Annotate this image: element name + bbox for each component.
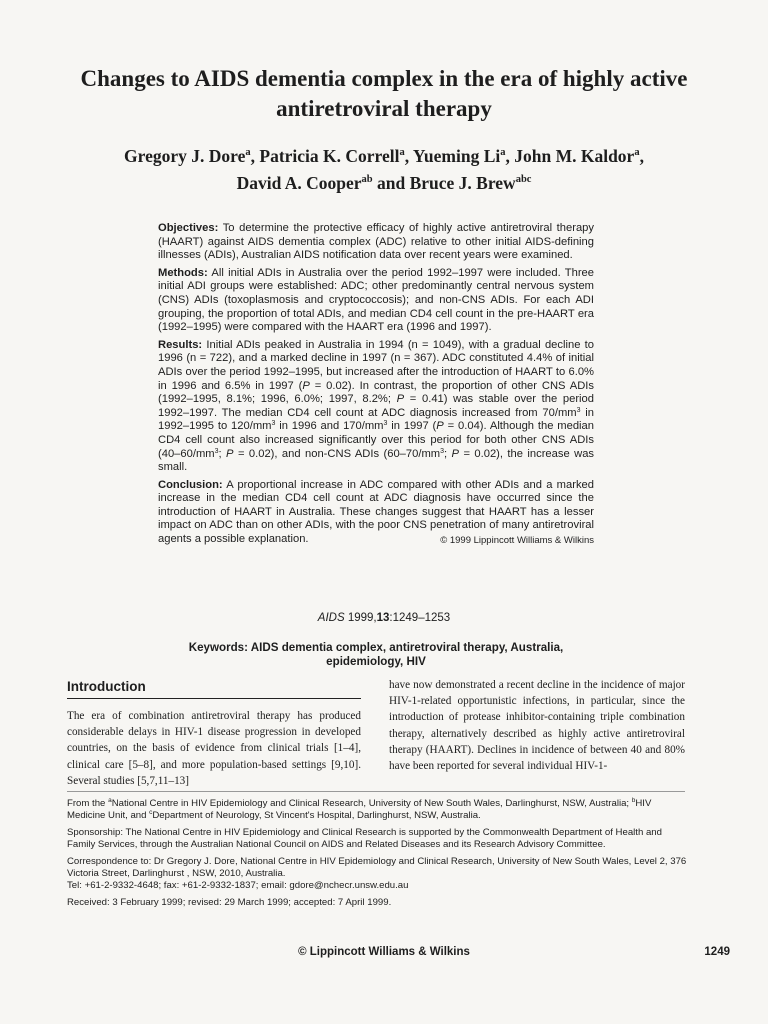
superscript: 3: [214, 447, 219, 455]
author-affiliation: a: [399, 147, 405, 158]
author-affiliation: a: [500, 147, 506, 158]
contact-details: [67, 880, 689, 892]
results-text: ;: [444, 447, 452, 460]
article-title: Changes to AIDS dementia complex in the era of highly active antiretroviral therapy: [80, 66, 688, 121]
abstract-objectives: [158, 222, 594, 263]
author-name: Patricia K. Correll: [259, 146, 400, 166]
affiliation-mark: a: [108, 797, 112, 804]
affiliation-mark: b: [631, 797, 636, 804]
abstract-copyright: © 1999 Lippincott Williams & Wilkins: [440, 535, 594, 547]
sponsorship-note: Sponsorship: The National Centre in HIV Epidemiology and Clinical Research is supported by the Commonwealth Department of Health and Family Services, through the Australian National Council on AIDS and Related Diseases and its Research Advisory Committee.: [67, 826, 662, 851]
affiliation-prefix: From the: [67, 798, 109, 809]
superscript: 3: [576, 406, 581, 414]
page-number: 1249: [704, 946, 730, 958]
received-dates: Received: 3 February 1999; revised: 29 March 1999; accepted: 7 April 1999.: [67, 896, 392, 908]
author-affiliation: ab: [361, 174, 373, 185]
author-name: John M. Kaldor: [514, 146, 635, 166]
p-symbol: P: [302, 379, 310, 392]
footnote-divider: [67, 791, 685, 792]
results-text: in 1996 and 170/mm: [275, 420, 384, 433]
results-label: Results:: [158, 338, 203, 351]
methods-label: Methods:: [158, 266, 208, 279]
affiliation-text: Department of Neurology, St Vincent's Hospital, Darlinghurst, NSW, Australia.: [152, 810, 481, 822]
body-column-left: The era of combination antiretroviral therapy has produced considerable delays in HIV-1 disease progression in developed countries, on the basis of evidence from clinical trials [1–4], clinical care [5–8], and more population-based settings [9,10]. Several studies [5,7,11–13]: [67, 710, 361, 787]
superscript: 3: [271, 420, 276, 428]
author-affiliation: a: [245, 147, 251, 158]
section-heading-introduction: Introduction: [67, 679, 361, 699]
superscript: 3: [383, 420, 388, 428]
author-separator: ,: [404, 146, 413, 166]
author-affiliation: abc: [515, 174, 532, 185]
author-name: David A. Cooper: [236, 173, 362, 193]
p-symbol: P: [436, 420, 444, 433]
results-text: ;: [218, 447, 227, 460]
body-column-right: have now demonstrated a recent decline in the incidence of major HIV-1-related opportunistic infections, in particular, since the introduction of protease inhibitor-containing triple combination therapy, alternatively described as highly active antiretroviral therapy (HAART). Declines in incidence of between 40 and 80% have been reported for several individual HIV-1-: [389, 679, 685, 773]
author-name: Bruce J. Brew: [409, 173, 516, 193]
footnotes: [67, 798, 689, 913]
p-symbol: P: [226, 447, 234, 460]
results-text: in 1997 (: [387, 420, 437, 433]
publisher-footer: © Lippincott Williams & Wilkins: [298, 946, 470, 958]
author-name: Yueming Li: [412, 146, 501, 166]
results-text: = 0.02). In contrast, the proportion of other CNS ADIs (1992–1995, 8.1%; 1996, 6.0%; 1997, 8.2%;: [158, 379, 594, 406]
journal-name: AIDS: [317, 612, 345, 624]
journal-volume: 13: [376, 612, 390, 624]
results-text: = 0.04). Although the median CD4 cell count also increased significantly over this period for both other CNS ADIs (40–60/mm: [158, 420, 594, 460]
affiliation-text: HIV Medicine Unit, and: [67, 798, 652, 822]
results-text: Initial ADIs peaked in Australia in 1994 (n = 1049), with a gradual decline to 1996 (n = 722), and a marked decline in 1997 (n = 367). ADC constituted 4.4% of initial ADIs over the period 1992–1995, but increased after the introduction of HAART to 6.0% in 1996 and 6.5% in 1997 (: [158, 338, 594, 392]
objectives-label: Objectives:: [158, 222, 219, 234]
results-text: = 0.02), and non-CNS ADIs (60–70/mm: [233, 447, 441, 460]
affiliations-note: [67, 798, 689, 823]
contact-email-line[interactable]: Tel: +61-2-9332-4648; fax: +61-2-9332-1837; email: gdore@nchecr.unsw.edu.au: [67, 880, 409, 892]
keywords: Keywords: AIDS dementia complex, antiretroviral therapy, Australia, epidemiology, HIV: [188, 641, 564, 668]
affiliation-text: National Centre in HIV Epidemiology and Clinical Research, University of New South Wales, Darlinghurst, NSW, Australia;: [111, 798, 632, 809]
author-separator: ,: [505, 146, 515, 166]
abstract-methods: [158, 267, 594, 335]
abstract-results: [158, 339, 594, 475]
journal-citation: [40, 612, 728, 624]
author-list: [40, 143, 728, 197]
results-text: in 1992–1995 to 120/mm: [158, 406, 594, 433]
author-separator: ,: [250, 146, 260, 166]
objectives-text: To determine the protective efficacy of highly active antiretroviral therapy (HAART) against AIDS dementia complex (ADC) relative to other initial AIDS-defining illnesses (ADIs), Australian AIDS notification data over recent years were examined.: [158, 222, 594, 262]
correspondence-note: Correspondence to: Dr Gregory J. Dore, National Centre in HIV Epidemiology and Clinical Research, University of New South Wales, Level 2, 376 Victoria Street, Darlinghurst , NSW, 2010, Australia.: [67, 855, 687, 880]
abstract-conclusion: [158, 479, 594, 547]
author-affiliation: a: [634, 147, 640, 158]
results-text: = 0.41) was stable over the period 1992–1997. The median CD4 cell count at ADC diagnosis increased from 70/mm: [158, 393, 594, 419]
author-separator: ,: [639, 146, 644, 166]
conclusion-text: A proportional increase in ADC compared with other ADIs and a marked increase in the median CD4 cell count at ADC diagnosis have occurred since the introduction of HAART in Australia. These changes suggest that HAART has a lesser impact on ADC than on other ADIs, with the poor CNS penetration of many antiretroviral agents a possible explanation.: [158, 478, 594, 546]
author-name: Gregory J. Dore: [124, 146, 246, 166]
results-text: = 0.02), the increase was small.: [158, 447, 595, 474]
author-separator: and: [372, 173, 410, 193]
conclusion-label: Conclusion:: [158, 478, 223, 491]
superscript: 3: [440, 447, 444, 455]
abstract: [158, 222, 594, 551]
p-symbol: P: [451, 447, 460, 460]
journal-year: 1999,: [347, 612, 377, 624]
journal-pages: :1249–1253: [389, 612, 451, 624]
affiliation-mark: c: [149, 809, 153, 817]
p-symbol: P: [396, 393, 405, 406]
methods-text: All initial ADIs in Australia over the period 1992–1997 were included. Three initial ADI groups were established: ADC; other predominantly central nervous system (CNS) ADIs (toxoplasmosis and cryptococcosis); and non-CNS ADIs. For each ADI grouping, the proportion of total ADIs, and median CD4 cell count in the pre-HAART era (1992–1995) were compared with the HAART era (1996 and 1997).: [158, 266, 594, 334]
